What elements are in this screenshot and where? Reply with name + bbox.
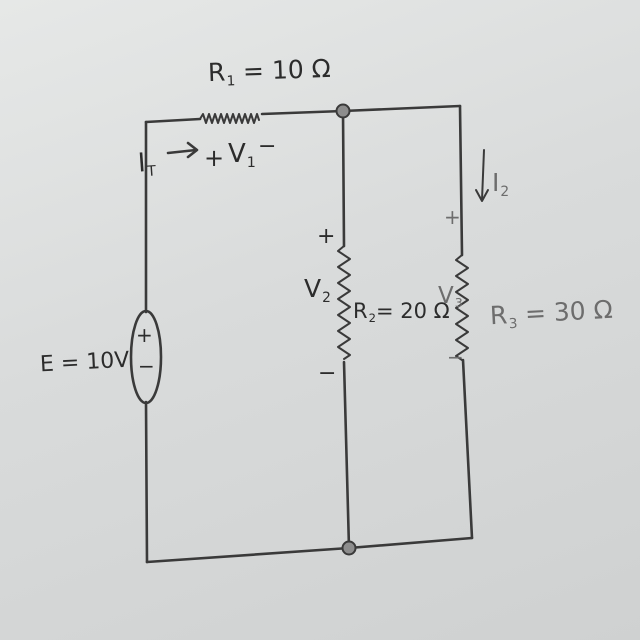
v3-label — [438, 285, 463, 310]
i2-arrow — [482, 150, 484, 200]
r1-value: = 10 Ω — [242, 53, 332, 86]
source-label: E = 10V — [39, 347, 130, 378]
r2-value: = 20 Ω — [375, 299, 450, 323]
v1-name: V — [228, 139, 246, 169]
wire-middle-upper — [343, 111, 344, 246]
resistor-r1 — [200, 114, 259, 123]
r1-sub: 1 — [226, 73, 236, 90]
it-label — [137, 149, 156, 179]
wire-right-upper — [460, 106, 462, 255]
it-sub: T — [146, 163, 157, 180]
r3-value: = 30 Ω — [524, 294, 614, 329]
battery-plus-sign: + — [136, 323, 153, 347]
node-bottom — [343, 542, 356, 555]
v2-label — [304, 276, 331, 306]
r2-label — [353, 301, 450, 325]
v1-minus-sign: − — [258, 134, 277, 159]
r2-name: R — [353, 299, 368, 323]
v2-minus-sign: − — [318, 361, 337, 386]
r3-sub: 3 — [508, 315, 518, 333]
r1-label — [207, 53, 332, 90]
v2-name: V — [304, 274, 322, 303]
v3-minus-sign: − — [447, 345, 464, 369]
node-top — [337, 105, 350, 118]
resistor-r2 — [338, 246, 350, 359]
v2-plus-sign: + — [317, 224, 336, 249]
wire-middle-lower — [344, 362, 349, 548]
v1-sub: 1 — [246, 155, 256, 171]
wire-top-right — [262, 106, 460, 114]
wire-bottom — [147, 538, 472, 562]
i2-sub: 2 — [500, 183, 510, 200]
wire-right-lower — [463, 360, 472, 538]
i2-label — [492, 170, 509, 200]
v1-plus-sign: + — [204, 144, 225, 172]
v2-sub: 2 — [322, 289, 331, 306]
v3-sub: 3 — [454, 295, 463, 311]
r1-name: R — [207, 57, 226, 88]
wire-top-left — [146, 119, 200, 122]
battery-minus-sign: − — [138, 354, 155, 378]
i2-name: I — [492, 168, 500, 197]
wire-left-lower — [146, 402, 147, 562]
v1-label — [228, 141, 256, 170]
v3-plus-sign: + — [444, 205, 461, 229]
it-name: I — [136, 148, 147, 179]
v3-name: V — [438, 283, 454, 309]
r2-sub: 2 — [368, 311, 376, 326]
r3-name: R — [489, 300, 509, 331]
